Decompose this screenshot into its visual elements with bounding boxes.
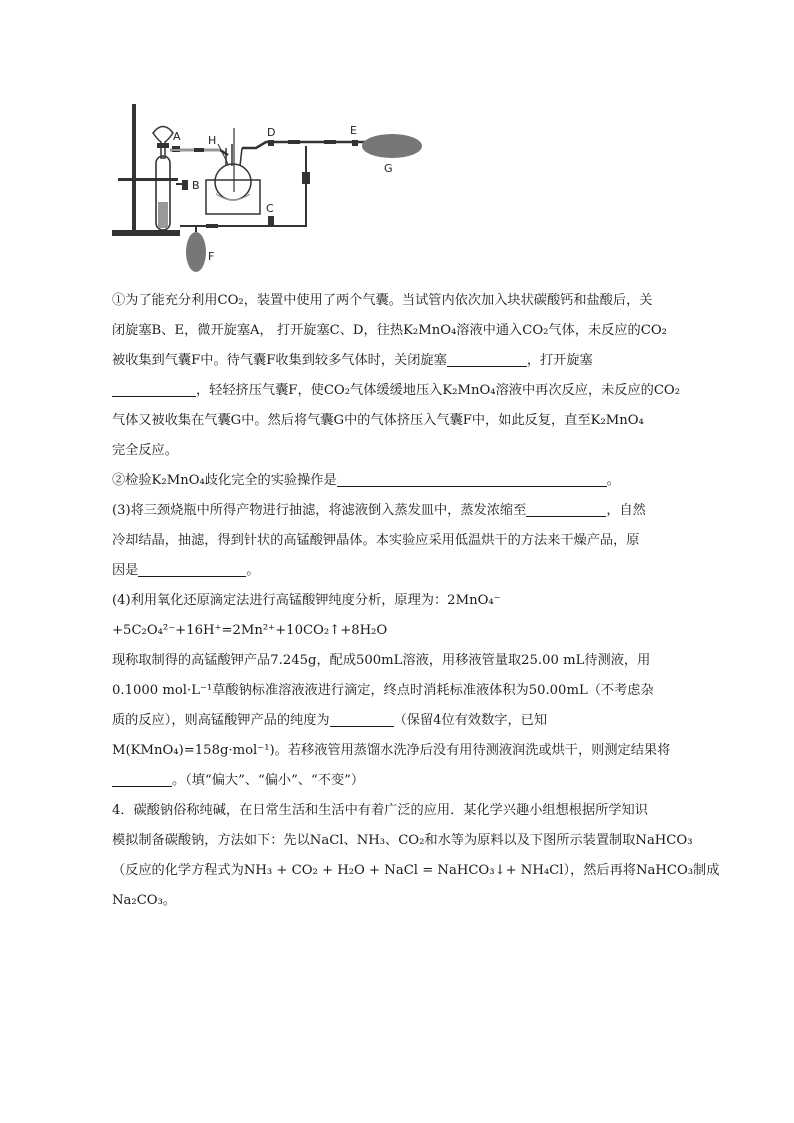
answer-blank[interactable] (112, 771, 172, 787)
text-line: ②检验K₂MnO₄歧化完全的实验操作是 。 (112, 473, 620, 488)
label-f: F (208, 250, 215, 263)
answer-blank[interactable] (447, 351, 527, 367)
text-line: （反应的化学方程式为NH₃ + CO₂ + H₂O + NaCl = NaHCO₃↓+ NH₄Cl），然后再将NaHCO₃制成 (112, 863, 720, 878)
valve-e (352, 140, 358, 146)
text-line: 。（填“偏大”、“偏小”、“不变”） (112, 766, 692, 796)
valve-d (268, 140, 274, 146)
funnel-stopper (157, 143, 169, 148)
rubber-joint-5 (206, 224, 218, 228)
text-line: 质的反应），则高锰酸钾产品的纯度为 （保留4位有效数字，已知 (112, 713, 548, 728)
stand-rod (132, 104, 136, 234)
text-line: 冷却结晶，抽滤，得到针状的高锰酸钾晶体。本实验应采用低温烘干的方法来干燥产品，原 (112, 533, 640, 548)
text-line: 气体又被收集在气囊G中。然后将气囊G中的气体挤压入气囊F中，如此反复，直至K₂MnO₄ (112, 413, 644, 428)
calcium-carbonate (158, 202, 168, 228)
label-h: H (208, 134, 217, 147)
label-d: D (267, 126, 276, 139)
text-line: (3)将三颈烧瓶中所得产物进行抽滤，将滤液倒入蒸发皿中，蒸发浓缩至 ，自然 (112, 503, 646, 518)
rubber-joint-1 (194, 148, 204, 152)
stand-clamp (118, 178, 178, 181)
rubber-joint-4 (302, 172, 310, 184)
text-line: 4．碳酸钠俗称纯碱，在日常生活和生活中有着广泛的应用．某化学兴趣小组想根据所学知识 (112, 803, 648, 818)
text-line: 完全反应。 (112, 443, 178, 458)
answer-blank[interactable] (330, 711, 394, 727)
valve-c (268, 216, 274, 226)
text-line: 0.1000 mol·L⁻¹草酸钠标准溶液液进行滴定，终点时消耗标准液体积为50.00mL（不考虑杂 (112, 683, 654, 698)
label-a: A (173, 130, 181, 143)
text-line: M(KMnO₄)=158g·mol⁻¹)。若移液管用蒸馏水洗净后没有用待测液润洗或烘干，则测定结果将 (112, 743, 671, 758)
separatory-funnel (153, 127, 173, 159)
label-g: G (384, 162, 393, 175)
water-bath (206, 180, 260, 214)
balloon-g (362, 134, 422, 158)
apparatus-diagram (110, 100, 440, 278)
label-e: E (350, 124, 357, 137)
apparatus-svg (110, 100, 440, 278)
text-line: Na₂CO₃。 (112, 893, 177, 908)
rubber-joint-2 (288, 140, 300, 144)
text-line: ①为了能充分利用CO₂，装置中使用了两个气囊。当试管内依次加入块状碳酸钙和盐酸后，关 (112, 293, 653, 308)
text-line: (4)利用氧化还原滴定法进行高锰酸钾纯度分析，原理为：2MnO₄⁻ (112, 593, 501, 608)
text-line: 被收集到气囊F中。待气囊F收集到较多气体时，关闭旋塞 ，打开旋塞 (112, 353, 593, 368)
label-c: C (266, 202, 274, 215)
label-b: B (192, 179, 200, 192)
text-line: 现称取制得的高锰酸钾产品7.245g，配成500mL溶液，用移液管量取25.00 mL待测液，用 (112, 653, 651, 668)
rubber-joint-3 (324, 140, 336, 144)
balloon-f (186, 232, 206, 272)
text-line: +5C₂O₄²⁻+16H⁺=2Mn²⁺+10CO₂↑+8H₂O (112, 623, 388, 638)
text-line: 闭旋塞B、E，微开旋塞A， 打开旋塞C、D，往热K₂MnO₄溶液中通入CO₂气体，未反应的CO₂ (112, 323, 667, 338)
question-text (112, 286, 720, 916)
valve-b (182, 180, 188, 190)
text-line: 模拟制备碳酸钠，方法如下：先以NaCl、NH₃、CO₂和水等为原料以及下图所示装置制取NaHCO₃ (112, 833, 693, 848)
answer-blank[interactable] (138, 561, 246, 577)
text-line: ，轻轻挤压气囊F，使CO₂气体缓缓地压入K₂MnO₄溶液中再次反应，未反应的CO₂ (112, 376, 692, 406)
answer-blank[interactable] (526, 501, 606, 517)
answer-blank[interactable] (112, 381, 196, 397)
text-line: 因是 。 (112, 563, 260, 578)
answer-blank[interactable] (337, 471, 607, 487)
three-neck-flask (215, 164, 251, 200)
stand-base (112, 230, 180, 236)
